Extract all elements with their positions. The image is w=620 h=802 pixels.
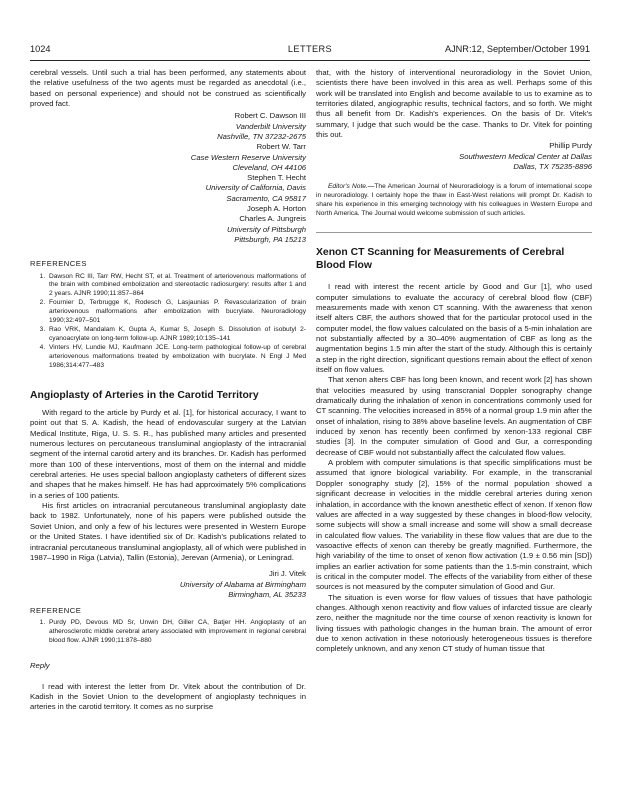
signature-name: Charles A. Jungreis [239, 214, 306, 224]
signature-name: Phillip Purdy [549, 141, 592, 151]
body-paragraph: That xenon alters CBF has long been known, and recent work [2] has shown that velocities measured by using transcranial Doppler sonography change dramatically during the inhalation of xenon in concentrations commonly used for CT scanning. The velocities increased in 85% of a normal group 1.9 min after the onset of inhalation, rising to 38% above baseline levels. An augmentation of CBF induced by xenon has recently been confirmed by xenon-133 regional CBF studies [3]. In the computer simulation of Good and Gur, a corresponding decrease of CBF would not substantially affect the calculated flow values. [316, 375, 592, 457]
body-paragraph: A problem with computer simulations is that specific simplifications must be assumed that ignore biological variability. For example, in the transcranial Doppler sonography study [2], 15% of the normal population showed a significant decrease in velocities in the middle cerebral arteries during xenon inhalation, in accordance with the known anesthetic effect of xenon. If xenon flow values are affected in a way suggested by these changes in blood-flow velocity, some subjects will show a small increase and some will show a small decrease in calculated flow values. The variability in these flow values that are due to the vasoactive effects of xenon can thereby be greatly magnified. Furthermore, the high variability of the time to onset of xenon flow activation (1.9 ± 0.56 min [SD]) implies an earlier activation for some patients than the 1.5-min constraint, which is critical in the computer model. The effects of the variability from either of these sources is not measured by the computer simulation of Good and Gur. [316, 458, 592, 592]
signature-location: Dallas, TX 75235-8896 [513, 162, 592, 171]
signature-name: Jiri J. Vitek [268, 569, 306, 579]
section-title: LETTERS [287, 44, 333, 54]
journal-citation: AJNR:12, September/October 1991 [444, 44, 590, 54]
section-divider [316, 232, 592, 233]
reference-item: 1. Dawson RC III, Tarr RW, Hecht ST, et al. Treatment of arteriovenous malformations of the brain with combined embolization and stereotactic radiosurgery: results after 1 and 2 years. AJNR 1990;11:857–864 [47, 273, 306, 300]
article-title: Angioplasty of Arteries in the Carotid Territory [30, 389, 259, 401]
editor-note-text: The American Journal of Neuroradiology is a forum of international scope in neuroradiology. I certainly hope the thaw in East-West relations will prompt Dr. Kadish to share his experience in this emerging technology with his colleagues in Western Europe and North America. The Journal would welcome submission of such articles. [316, 183, 593, 218]
signature-affiliation: Southwestern Medical Center at Dallas [459, 151, 592, 161]
body-paragraph: His first articles on intracranial percutaneous transluminal angioplasty date back to 1982. Unfortunately, none of his papers were published outside the Soviet Union, and only a few of his lectures were presented in Western Europe or the United States. I have identified six of Dr. Kadish's publications related to intracranial percutaneous transluminal angioplasty, all of which were published in 1987–1990 in Riga (Latvia), Tallin (Estonia), Jerevan (Armenia), or Leningrad. [30, 501, 306, 562]
signature-name: Joseph A. Horton [247, 204, 306, 214]
signature-name: Robert W. Tarr [256, 142, 306, 152]
article-title: Xenon CT Scanning for Measurements of Cerebral Blood Flow [316, 247, 565, 271]
signature-location: Birmingham, AL 35233 [228, 589, 306, 599]
reference-item: 1. Purdy PD, Devous MD Sr, Unwin DH, Giller CA, Batjer HH. Angioplasty of an atherosclerotic middle cerebral artery associated with improvement in regional cerebral blood flow. AJNR 1990;11:878–880 [47, 619, 306, 646]
reference-item: 3. Rao VRK, Mandalam K, Gupta A, Kumar S, Joseph S. Dissolution of isobutyl 2-cyanoacrylate on long-term follow-up. AJNR 1989;10:135–141 [47, 326, 306, 344]
author-signature [316, 141, 592, 172]
continued-paragraph: cerebral vessels. Until such a trial has been performed, any statements about the relative usefulness of the two agents must be regarded as anecdotal (i.e., based on personal experience) and should not be construed as scientifically proved fact. [30, 68, 306, 109]
reference-heading: REFERENCE [30, 606, 82, 616]
signature-affiliation: University of Pittsburgh [226, 224, 306, 234]
editor-note-label: Editor's Note.— [328, 183, 375, 191]
signature-location: Sacramento, CA 95817 [226, 193, 306, 203]
signature-affiliation: Vanderbilt University [235, 121, 306, 131]
left-column [30, 68, 306, 713]
continued-paragraph: that, with the history of interventional neuroradiology in the Soviet Union, scientists there have been involved in this area as well. Perhaps some of this work will be translated into English and become available to us to examine as to territories dilated, angiographic results, technical factors, and so forth. We might thus all benefit from Dr. Kadish's experiences. On the basis of Dr. Vitek's summary, I judge that such would be the case. Thanks to Dr. Vitek for pointing this out. [316, 68, 592, 140]
body-paragraph: I read with interest the letter from Dr. Vitek about the contribution of Dr. Kadish in the Soviet Union to the development of angioplasty techniques in arteries in the carotid territory. It comes as no surprise [30, 681, 306, 712]
signature-location: Cleveland, OH 44106 [232, 162, 306, 172]
header-rule [30, 60, 590, 61]
editor-note [316, 182, 592, 218]
author-signature [30, 569, 306, 600]
signature-location: Nashville, TN 37232-2675 [217, 131, 306, 141]
body-paragraph: With regard to the article by Purdy et al. [1], for historical accuracy, I want to point out that S. A. Kadish, the head of endovascular surgery at the Latvian Medical Institute, Riga, U. S. S. R., has published many articles and presented numerous lectures on percutaneous transluminal angioplasty of the intracranial segment of the internal carotid artery and its branches. Dr. Kadish has performed more than 100 of these interventions, most of them on the internal and middle cerebral arteries. He uses special balloon angioplasty catheters of different sizes and shapes that he makes himself. He has had approximately 5% complications in a series of 100 patients. [30, 408, 306, 500]
running-header [30, 44, 590, 58]
references-list [30, 273, 306, 371]
signature-affiliation: Case Western Reserve University [190, 152, 306, 162]
signature-name: Stephen T. Hecht [247, 173, 306, 183]
references-heading: REFERENCES [30, 259, 87, 269]
reference-item: 4. Vinters HV, Lundie MJ, Kaufmann JCE. Long-term pathological follow-up of cerebral arteriovenous malformations treated by embolization with bucrylate. N Engl J Med 1986;314:477–483 [47, 344, 306, 371]
signature-affiliation: University of Alabama at Birmingham [179, 579, 306, 589]
signature-location: Pittsburgh, PA 15213 [234, 234, 306, 244]
reference-list [30, 619, 306, 646]
body-paragraph: I read with interest the recent article by Good and Gur [1], who used computer simulations to evaluate the accuracy of cerebral blood flow (CBF) measurements made with xenon CT scanning. With the awareness that xenon itself alters CBF, the authors showed that for the particular protocol used in the computer model, the flow values calculated on the basis of a 5-min inhalation are not substantially affected by a 30–40% augmentation of CBF as long as the augmentation begins 1.5 min after the start of the study. Although this is certainly a step in the right direction, significant questions remain about the effect of xenon itself on flow values. [316, 282, 592, 375]
page-number: 1024 [30, 44, 51, 54]
body-paragraph: The situation is even worse for flow values of tissues that have pathologic changes. Although xenon reactivity and flow values of infarcted tissue are clearly zero, neither the magnitude nor the time course of xenon reactivity is known for living tissues with pathologic changes in the human brain. The amount of error due to xenon activation in these notoriously heterogeneous tissues is therefore completely unknown, and any xenon CT study of human tissue that [316, 592, 592, 654]
reference-item: 2. Fournier D, Terbrugge K, Rodesch G, Lasjaunias P. Revascularization of brain arteriovenous malformations after embolization with bucrylate. Neuroradiology 1990;32:497–501 [47, 299, 306, 326]
signature-affiliation: University of California, Davis [205, 183, 306, 193]
author-signatures [30, 111, 306, 245]
right-column [316, 68, 592, 655]
signature-name: Robert C. Dawson III [234, 111, 306, 121]
reply-heading: Reply [30, 661, 50, 671]
